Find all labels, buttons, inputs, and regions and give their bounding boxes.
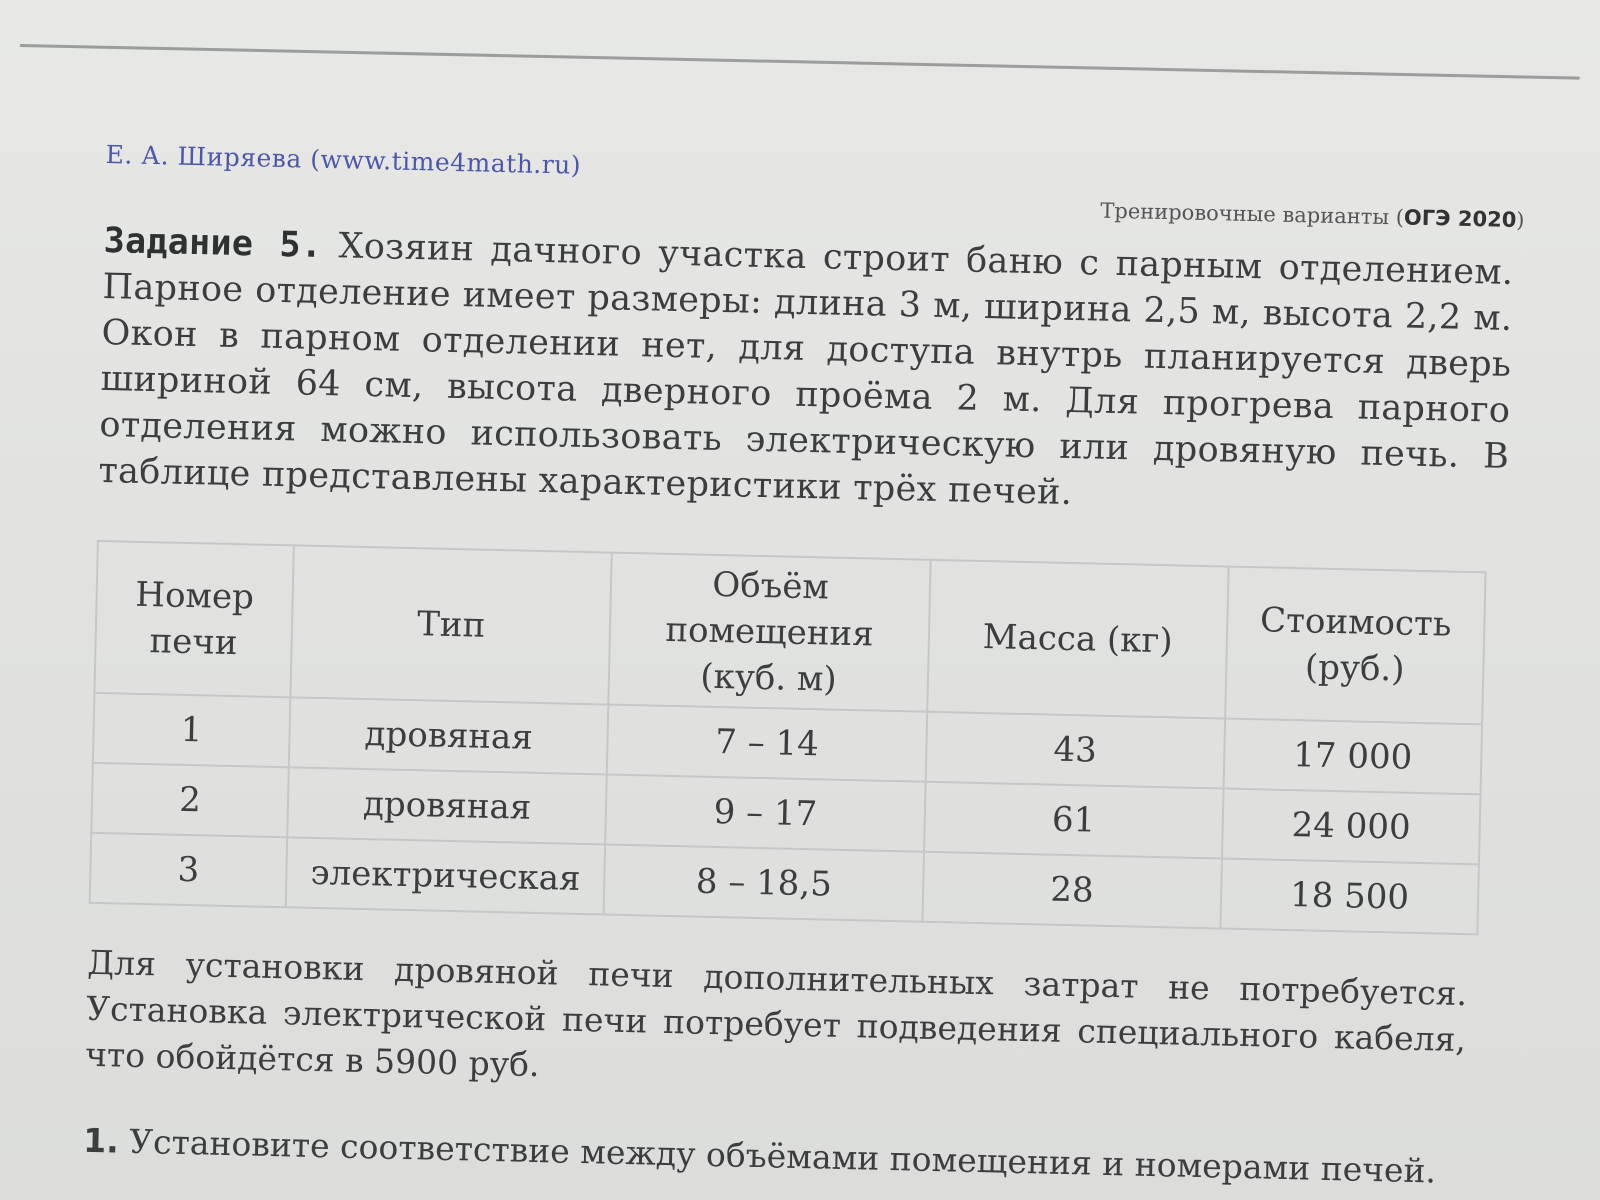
cell-cost: 18 500 xyxy=(1220,858,1479,934)
task-text: Хозяин дачного участка строит баню с парным отделением. Парное отделение имеет размеры: длина 3 м, ширина 2,5 м, высота 2,2 м. Окон в парном отделении нет, для доступа внутрь планируется дверь шириной 64 см, высота дверного проёма 2 м. Для прогрева парного отделения можно использовать электрическую или дровяную печь. В таблице представлены характеристики трёх печей. xyxy=(98,225,1514,514)
stoves-table xyxy=(89,540,1487,935)
author-credit: Е. А. Ширяева (www.time4math.ru) xyxy=(105,140,582,180)
series-bold: ОГЭ 2020 xyxy=(1403,205,1517,233)
cell-number: 1 xyxy=(93,693,290,767)
cell-volume: 8 – 18,5 xyxy=(604,845,924,922)
task-paragraph xyxy=(98,218,1514,526)
header-type: Тип xyxy=(290,545,612,704)
cell-mass: 61 xyxy=(924,782,1224,859)
cell-number: 3 xyxy=(90,833,287,907)
series-title: Тренировочные варианты (ОГЭ 2020) xyxy=(1100,198,1525,233)
cell-type: дровяная xyxy=(289,697,609,774)
document-content xyxy=(83,140,1546,1196)
cell-volume: 7 – 14 xyxy=(607,705,927,782)
cell-cost: 17 000 xyxy=(1223,719,1482,795)
question-text: Установите соответствие между объёмами помещения и номерами печей. xyxy=(118,1121,1437,1191)
note-paragraph: Для установки дровяной печи дополнительных затрат не потребуется. Установка электрической печи потребует подведения специального кабеля, что обойдётся в 5900 руб. xyxy=(84,942,1468,1085)
header-volume: Объём помещения (куб. м) xyxy=(609,553,931,712)
cell-mass: 43 xyxy=(925,712,1225,789)
cell-cost: 24 000 xyxy=(1222,789,1481,865)
cell-type: дровяная xyxy=(287,767,607,844)
question-item xyxy=(83,1118,1524,1197)
question-number: 1. xyxy=(82,1120,120,1161)
header-number: Номер печи xyxy=(94,541,293,697)
cell-type: электрическая xyxy=(286,837,606,914)
page-top-edge xyxy=(20,44,1580,80)
cell-mass: 28 xyxy=(922,852,1222,929)
header-mass: Масса (кг) xyxy=(927,560,1228,719)
task-label: Задание 5. xyxy=(103,220,323,266)
cell-volume: 9 – 17 xyxy=(606,775,926,852)
header-cost: Стоимость (руб.) xyxy=(1225,567,1486,725)
cell-number: 2 xyxy=(91,763,288,837)
